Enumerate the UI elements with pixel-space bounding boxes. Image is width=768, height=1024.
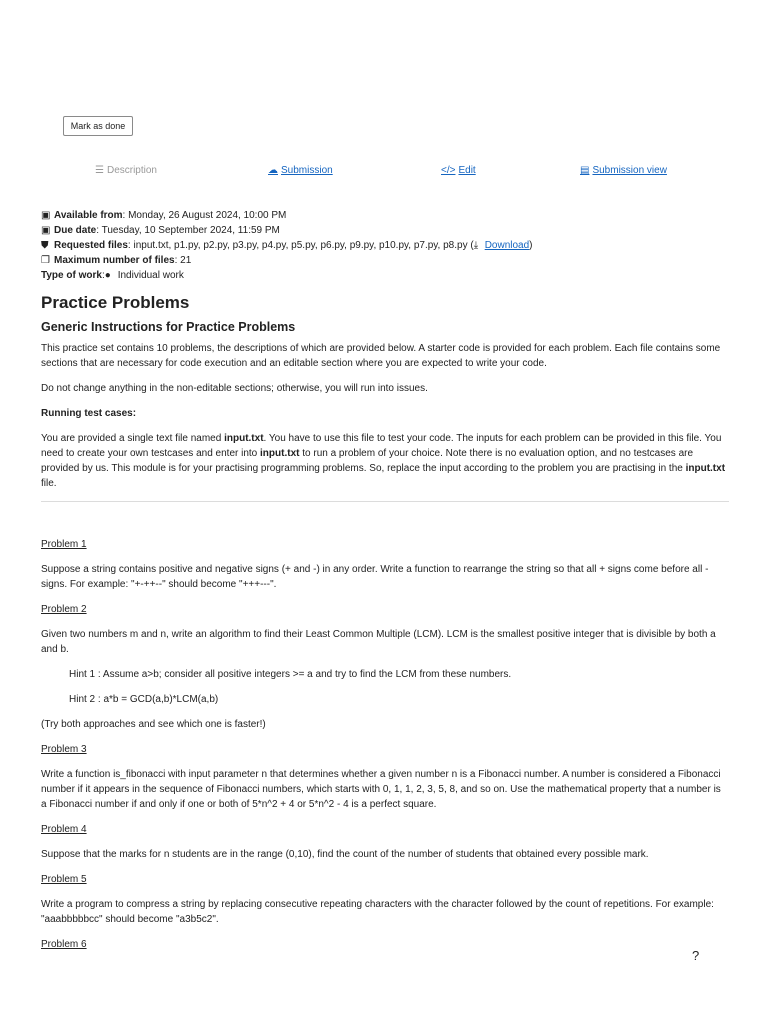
due-date-value: : Tuesday, 10 September 2024, 11:59 PM xyxy=(96,225,280,236)
due-date-label: Due date xyxy=(54,225,97,236)
download-link[interactable]: Download xyxy=(484,240,530,251)
section-divider xyxy=(41,501,729,502)
intro-paragraph: This practice set contains 10 problems, the descriptions of which are provided below. A starter code is provided for each problem. Each file contains some sections that are necessary for code execution and an editable section where you are expected to write your code. xyxy=(41,343,721,369)
type-of-work-row xyxy=(41,268,533,283)
available-from-label: Available from xyxy=(54,210,123,221)
requested-files-row xyxy=(41,238,533,253)
problem-4-title: Problem 4 xyxy=(41,824,87,835)
input-file-name: input.txt xyxy=(224,433,264,444)
problem-5-title: Problem 5 xyxy=(41,874,87,885)
type-of-work-label: Type of work xyxy=(41,270,102,281)
tab-description xyxy=(95,165,157,176)
tab-submission[interactable] xyxy=(268,165,333,176)
help-icon[interactable]: ? xyxy=(692,948,700,963)
instructions-heading: Generic Instructions for Practice Problems xyxy=(41,320,296,334)
problem-1-text: Suppose a string contains positive and negative signs (+ and -) in any order. Write a function to rearrange the string so that all + signs come before all - signs. For example: "+-++--" should become "+++---". xyxy=(41,564,709,590)
calendar-plus-icon: ▣ xyxy=(41,210,51,221)
text-span: to run a problem of your choice. Note there is no evaluation option, and no testcases are provided by us. This module is for your practising programming problems. So, replace the input according to the problem you are practising in the xyxy=(41,448,694,474)
calendar-check-icon: ▣ xyxy=(41,225,51,236)
tab-edit[interactable] xyxy=(441,165,476,176)
problem-2-hint-1: Hint 1 : Assume a>b; consider all positive integers >= a and try to find the LCM from these numbers. xyxy=(69,669,512,680)
problem-3-text: Write a function is_fibonacci with input parameter n that determines whether a given number n is a Fibonacci number. A number is considered a Fibonacci number if it appears in the sequence of Fibonacci numbers, which starts with 0, 1, 1, 2, 3, 5, 8, and so on. Use the mathematical property that a number is a Fibonacci number if and only if one or both of 5*n^2 + 4 or 5*n^2 - 4 is a perfect square. xyxy=(41,769,721,810)
problem-2-text: Given two numbers m and n, write an algorithm to find their Least Common Multiple (LCM). LCM is the smallest positive integer that is divisible by both a and b. xyxy=(41,629,716,655)
tab-submission-view-label: Submission view xyxy=(592,165,667,176)
copy-icon: ❐ xyxy=(41,255,50,266)
available-from-row xyxy=(41,208,533,223)
problem-4-text: Suppose that the marks for n students are in the range (0,10), find the count of the number of students that obtained every possible mark. xyxy=(41,849,649,860)
problem-5-text: Write a program to compress a string by replacing consecutive repeating characters with the character followed by the count of repetitions. For example: "aaabbbbbcc" should become "a3b5c2". xyxy=(41,899,714,925)
text-span: file. xyxy=(41,478,57,489)
list-icon: ☰ xyxy=(95,165,104,176)
problem-2-title: Problem 2 xyxy=(41,604,87,615)
requested-files-value: : input.txt, p1.py, p2.py, p3.py, p4.py, p5.py, p6.py, p9.py, p10.py, p7.py, p8.py ( xyxy=(127,240,474,251)
test-cases-paragraph xyxy=(41,431,729,491)
input-file-name: input.txt xyxy=(260,448,300,459)
page-title: Practice Problems xyxy=(41,293,190,312)
description-content xyxy=(41,292,729,962)
max-files-value: : 21 xyxy=(174,255,192,266)
archive-icon: ▤ xyxy=(580,165,590,176)
problem-2-note: (Try both approaches and see which one is faster!) xyxy=(41,719,266,730)
download-icon: ⤓ xyxy=(473,240,479,251)
tab-description-label: Description xyxy=(106,165,157,176)
requested-files-close: ) xyxy=(529,240,533,251)
text-span: You are provided a single text file named xyxy=(41,433,225,444)
type-of-work-sep: : xyxy=(101,270,105,281)
running-test-cases-heading: Running test cases: xyxy=(41,408,137,419)
tab-bar xyxy=(0,165,768,179)
requested-files-label: Requested files xyxy=(54,240,128,251)
input-file-name: input.txt xyxy=(685,463,726,474)
max-files-row xyxy=(41,253,533,268)
user-icon: ● xyxy=(104,270,111,281)
available-from-value: : Monday, 26 August 2024, 10:00 PM xyxy=(122,210,287,221)
tab-submission-view[interactable] xyxy=(580,165,667,176)
code-icon: </> xyxy=(441,165,456,176)
warning-paragraph: Do not change anything in the non-editable sections; otherwise, you will run into issues. xyxy=(41,383,428,394)
problem-3-title: Problem 3 xyxy=(41,744,87,755)
assignment-meta xyxy=(41,208,533,283)
type-of-work-value: Individual work xyxy=(117,270,184,281)
tab-edit-label: Edit xyxy=(458,165,476,176)
due-date-row xyxy=(41,223,533,238)
problem-2-hint-2: Hint 2 : a*b = GCD(a,b)*LCM(a,b) xyxy=(69,694,219,705)
text-span: . You have to use this file to test your code. The inputs for each problem can be provided in this file. You need to create your own testcases and enter into xyxy=(41,433,722,459)
tab-submission-label: Submission xyxy=(281,165,333,176)
problem-6-title: Problem 6 xyxy=(41,939,87,950)
max-files-label: Maximum number of files xyxy=(54,255,175,266)
shield-icon: ⛊ xyxy=(41,240,49,251)
problem-1-title: Problem 1 xyxy=(41,539,87,550)
cloud-upload-icon: ☁ xyxy=(268,165,278,176)
mark-as-done-button[interactable]: Mark as done xyxy=(63,116,133,136)
